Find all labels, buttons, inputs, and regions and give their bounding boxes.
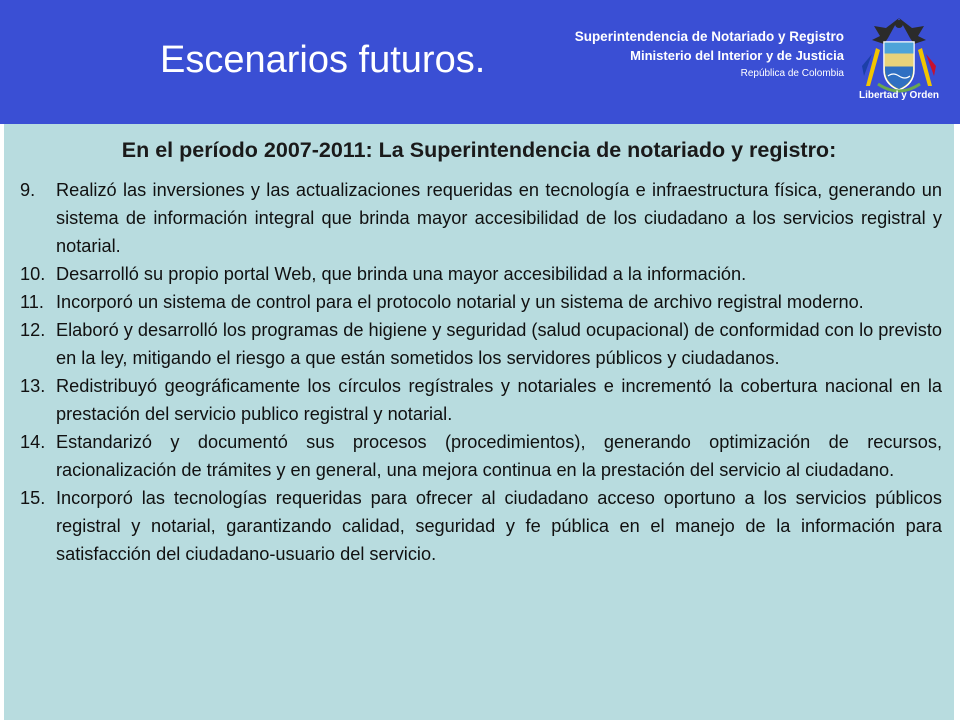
item-number: 10. (20, 264, 46, 284)
list-item (20, 176, 942, 260)
achievement-list (20, 176, 942, 568)
list-item (20, 316, 942, 372)
item-number: 14. (20, 432, 46, 452)
list-item (20, 484, 942, 568)
agency-name: Superintendencia de Notariado y Registro (574, 29, 844, 44)
item-number: 15. (20, 488, 46, 508)
list-item (20, 288, 942, 316)
item-text: Realizó las inversiones y las actualizaciones requeridas en tecnología e infraestructura física, generando un sistema de información integral que brinda mayor accesibilidad de los ciudadano a los servicios registral y notarial. (56, 180, 942, 256)
content-panel (4, 124, 954, 720)
item-number: 11. (20, 292, 44, 312)
agency-block (566, 28, 844, 82)
content-heading: En el período 2007-2011: La Superintendencia de notariado y registro: (121, 138, 837, 162)
slide-header (0, 0, 960, 124)
ministry-name: Ministerio del Interior y de Justicia (630, 48, 844, 63)
list-item (20, 428, 942, 484)
list-item (20, 260, 942, 288)
item-number: 12. (20, 320, 46, 340)
item-text: Incorporó las tecnologías requeridas para ofrecer al ciudadano acceso oportuno a los servicios públicos registral y notarial, garantizando calidad, seguridad y fe pública en el manejo de la información para satisfacción del ciudadano-usuario del servicio. (56, 488, 942, 564)
item-number: 9. (20, 180, 36, 200)
motto-text: Libertad y Orden (858, 90, 939, 101)
item-text: Redistribuyó geográficamente los círculos regístrales y notariales e incrementó la cobertura nacional en la prestación del servicio publico registral y notarial. (56, 376, 942, 424)
item-text: Incorporó un sistema de control para el protocolo notarial y un sistema de archivo registral moderno. (56, 292, 864, 312)
item-text: Desarrolló su propio portal Web, que brinda una mayor accesibilidad a la información. (56, 264, 747, 284)
slide-title: Escenarios futuros. (160, 39, 486, 81)
item-text: Estandarizó y documentó sus procesos (procedimientos), generando optimización de recursos, racionalización de trámites y en general, una mejora continua en la prestación del servicio al ciudadano. (56, 432, 942, 480)
item-number: 13. (20, 376, 46, 396)
list-item (20, 372, 942, 428)
item-text: Elaboró y desarrolló los programas de higiene y seguridad (salud ocupacional) de conformidad con lo previsto en la ley, mitigando el riesgo a que están sometidos los servidores públicos y ciudadanos. (56, 320, 942, 368)
country-name: República de Colombia (740, 68, 844, 79)
